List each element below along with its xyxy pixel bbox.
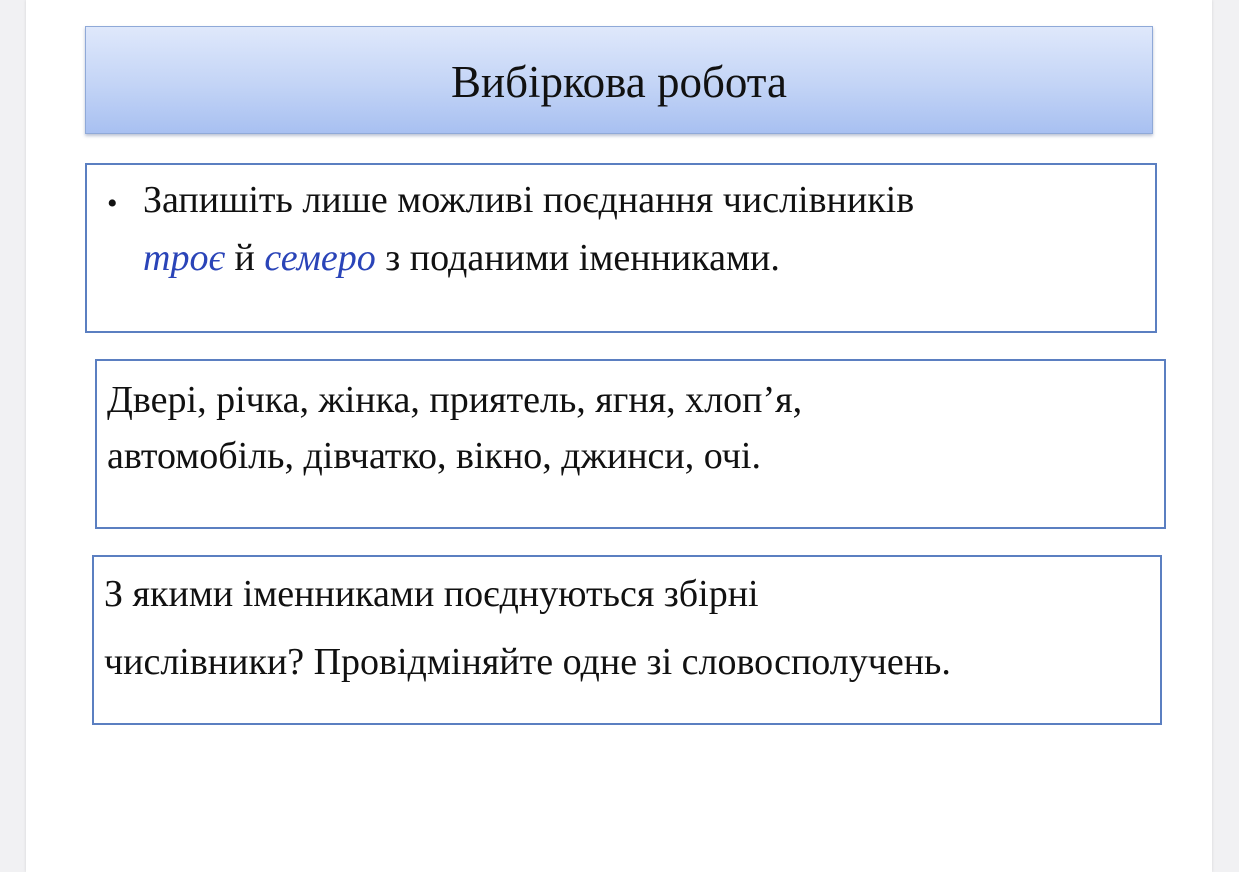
task-connector: й: [225, 237, 265, 279]
nouns-line-1: Двері, річка, жінка, приятель, ягня, хлоп’я,: [107, 379, 803, 421]
task-line-1: [143, 181, 914, 219]
question-line-2: числівники? Провідміняйте одне зі словосполучень.: [104, 641, 951, 683]
slide-title: Вибіркова робота: [451, 57, 787, 107]
task-line-2: [143, 239, 780, 277]
title-bar: [85, 26, 1153, 134]
question-box: [92, 555, 1162, 725]
numeral-troie: троє: [143, 237, 226, 279]
nouns-box: [95, 359, 1166, 529]
task-text-end: з поданими іменниками.: [375, 237, 780, 279]
nouns-line-2: автомобіль, дівчатко, вікно, джинси, очі.: [107, 435, 761, 477]
bullet-icon: •: [107, 187, 118, 220]
question-line-1: З якими іменниками поєднуються збірні: [104, 573, 759, 615]
slide: [26, 0, 1212, 872]
task-text: Запишіть лише можливі поєднання числівників: [143, 179, 915, 221]
numeral-semero: семеро: [264, 237, 376, 279]
task-box: [85, 163, 1157, 333]
